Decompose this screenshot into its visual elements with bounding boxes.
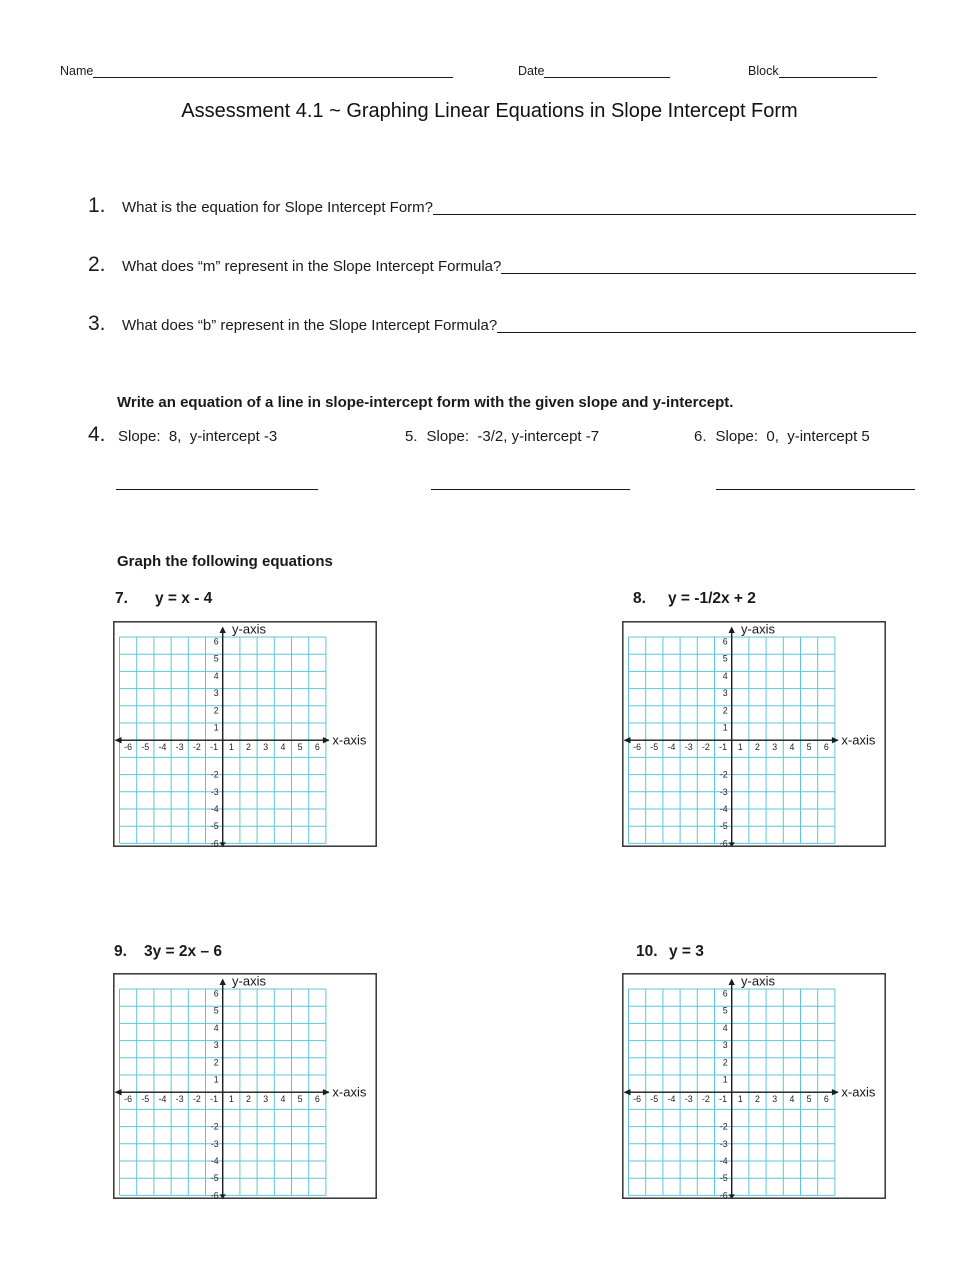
- x-tick-label: 1: [228, 742, 234, 753]
- answer-blank: [433, 214, 916, 215]
- question-2: [88, 253, 916, 277]
- x-tick-label: -3: [684, 742, 693, 753]
- x-tick-label: -5: [650, 1094, 659, 1105]
- y-tick-label: 1: [213, 1074, 219, 1085]
- y-tick-label: -2: [719, 1121, 728, 1132]
- x-tick-label: 6: [823, 1094, 829, 1105]
- date-blank-line: [544, 77, 670, 78]
- x-tick-label: 1: [737, 742, 743, 753]
- x-tick-label: 4: [789, 1094, 795, 1105]
- x-tick-label: -4: [158, 1094, 167, 1105]
- y-tick-label: -4: [719, 804, 728, 814]
- block-blank-line: [779, 77, 877, 78]
- coordinate-grid-7: [113, 621, 377, 847]
- question-3: [88, 312, 916, 336]
- write-equation-instruction: Write an equation of a line in slope-intercept form with the given slope and y-intercept.: [117, 394, 734, 411]
- x-tick-label: 4: [280, 1094, 286, 1105]
- x-tick-label: 5: [297, 1094, 303, 1105]
- y-tick-label: -3: [719, 786, 728, 797]
- name-blank-line: [93, 77, 453, 78]
- y-tick-label: -6: [719, 1190, 728, 1199]
- y-tick-label: -3: [210, 1138, 219, 1149]
- coordinate-grid-9: [113, 973, 377, 1199]
- x-axis-title: x-axis: [332, 1084, 367, 1100]
- answer-blank-6: [716, 489, 915, 490]
- answer-blank-4: [116, 489, 318, 490]
- y-tick-label: 6: [213, 988, 219, 999]
- x-tick-label: 3: [772, 742, 778, 753]
- y-tick-label: 1: [722, 1074, 728, 1085]
- name-label: Name: [60, 64, 94, 78]
- x-tick-label: 2: [755, 1094, 760, 1105]
- x-tick-label: -3: [175, 1094, 184, 1105]
- date-label: Date: [518, 64, 545, 78]
- x-tick-label: 5: [806, 742, 812, 753]
- x-tick-label: -3: [684, 1094, 693, 1105]
- x-tick-label: -1: [719, 1094, 728, 1105]
- x-tick-label: 3: [263, 1094, 269, 1105]
- x-tick-label: 5: [806, 1094, 812, 1105]
- question-text: What is the equation for Slope Intercept Form?: [122, 199, 433, 216]
- answer-blank: [497, 332, 916, 333]
- x-tick-label: 2: [755, 742, 760, 753]
- x-tick-label: -1: [719, 742, 728, 753]
- problem-5-text: Slope: -3/2, y-intercept -7: [426, 428, 600, 445]
- y-axis-title: y-axis: [232, 621, 266, 637]
- y-tick-label: 1: [722, 722, 728, 733]
- x-tick-label: -3: [175, 742, 184, 753]
- block-label: Block: [748, 64, 779, 78]
- x-tick-label: 6: [314, 1094, 320, 1105]
- x-tick-label: -6: [124, 742, 133, 753]
- coordinate-grid-svg: [622, 621, 886, 847]
- coordinate-grid-8: [622, 621, 886, 847]
- equation-7: y = x - 4: [155, 590, 213, 607]
- y-tick-label: -4: [210, 1156, 219, 1166]
- y-tick-label: 4: [722, 1022, 728, 1033]
- x-tick-label: -2: [192, 1094, 201, 1105]
- x-tick-label: 2: [246, 742, 251, 753]
- y-tick-label: 4: [722, 670, 728, 681]
- x-tick-label: 6: [314, 742, 320, 753]
- x-tick-label: 1: [228, 1094, 234, 1105]
- y-tick-label: -2: [210, 1121, 219, 1132]
- problem-6: [694, 428, 870, 445]
- coordinate-grid-svg: [113, 621, 377, 847]
- x-tick-label: -1: [210, 742, 219, 753]
- x-tick-label: -6: [633, 742, 642, 753]
- y-tick-label: -5: [719, 821, 728, 832]
- answer-blank-5: [431, 489, 630, 490]
- x-tick-label: 3: [772, 1094, 778, 1105]
- question-number-8: 8.: [633, 590, 646, 607]
- y-tick-label: 3: [722, 688, 728, 699]
- x-tick-label: 5: [297, 742, 303, 753]
- coordinate-grid-svg: [113, 973, 377, 1199]
- x-tick-label: -4: [667, 742, 676, 753]
- y-tick-label: -5: [210, 821, 219, 832]
- y-axis-title: y-axis: [741, 621, 775, 637]
- x-tick-label: -5: [650, 742, 659, 753]
- y-axis-title: y-axis: [741, 973, 775, 989]
- x-tick-label: 3: [263, 742, 269, 753]
- y-tick-label: -2: [210, 769, 219, 780]
- y-tick-label: -4: [719, 1156, 728, 1166]
- question-number: 1.: [88, 194, 106, 217]
- y-tick-label: 4: [213, 1022, 219, 1033]
- x-tick-label: -2: [192, 742, 201, 753]
- y-axis-title: y-axis: [232, 973, 266, 989]
- x-tick-label: 6: [823, 742, 829, 753]
- graph-problem-10-label: [636, 943, 704, 961]
- x-axis-title: x-axis: [841, 1084, 876, 1100]
- y-tick-label: -4: [210, 804, 219, 814]
- question-number: 2.: [88, 253, 106, 276]
- question-number-5: 5.: [405, 428, 418, 445]
- y-tick-label: 6: [213, 636, 219, 647]
- x-tick-label: -2: [701, 742, 710, 753]
- x-tick-label: -6: [633, 1094, 642, 1105]
- question-text: What does “m” represent in the Slope Intercept Formula?: [122, 258, 502, 275]
- y-tick-label: 3: [213, 1040, 219, 1051]
- coordinate-grid-10: [622, 973, 886, 1199]
- y-tick-label: 4: [213, 670, 219, 681]
- x-tick-label: 4: [789, 742, 795, 753]
- equation-10: y = 3: [669, 943, 704, 960]
- y-tick-label: 2: [213, 1057, 219, 1068]
- x-tick-label: -1: [210, 1094, 219, 1105]
- y-tick-label: -3: [719, 1138, 728, 1149]
- question-number-4: 4.: [88, 423, 106, 446]
- y-tick-label: -3: [210, 786, 219, 797]
- y-tick-label: 3: [213, 688, 219, 699]
- x-tick-label: 2: [246, 1094, 251, 1105]
- y-tick-label: 3: [722, 1040, 728, 1051]
- equation-8: y = -1/2x + 2: [668, 590, 756, 607]
- answer-blank: [501, 273, 916, 274]
- question-number-7: 7.: [115, 590, 128, 607]
- graph-problem-9-label: [114, 943, 222, 961]
- block-field: [748, 64, 877, 78]
- name-field: [60, 64, 453, 78]
- y-tick-label: -6: [210, 1190, 219, 1199]
- graph-problem-8-label: [633, 590, 756, 608]
- y-tick-label: 6: [722, 988, 728, 999]
- question-number-6: 6.: [694, 428, 707, 445]
- x-tick-label: -2: [701, 1094, 710, 1105]
- x-tick-label: 1: [737, 1094, 743, 1105]
- equation-9: 3y = 2x – 6: [144, 943, 222, 960]
- question-number-9: 9.: [114, 943, 127, 960]
- question-number-10: 10.: [636, 943, 658, 960]
- y-tick-label: -6: [719, 838, 728, 847]
- y-tick-label: 5: [213, 653, 219, 664]
- y-tick-label: 2: [722, 1057, 728, 1068]
- y-tick-label: 5: [213, 1005, 219, 1016]
- graph-problem-7-label: [115, 590, 212, 608]
- x-tick-label: -5: [141, 742, 150, 753]
- y-tick-label: 5: [722, 1005, 728, 1016]
- y-tick-label: 1: [213, 722, 219, 733]
- coordinate-grid-svg: [622, 973, 886, 1199]
- x-tick-label: -5: [141, 1094, 150, 1105]
- x-tick-label: 4: [280, 742, 286, 753]
- problem-6-text: Slope: 0, y-intercept 5: [715, 428, 870, 445]
- date-field: [518, 64, 670, 78]
- page-title: Assessment 4.1 ~ Graphing Linear Equations in Slope Intercept Form: [181, 100, 798, 122]
- y-tick-label: 5: [722, 653, 728, 664]
- y-tick-label: 2: [213, 705, 219, 716]
- y-tick-label: -5: [210, 1173, 219, 1184]
- x-tick-label: -4: [667, 1094, 676, 1105]
- y-tick-label: 6: [722, 636, 728, 647]
- y-tick-label: -5: [719, 1173, 728, 1184]
- question-text: What does “b” represent in the Slope Intercept Formula?: [122, 317, 498, 334]
- y-tick-label: -6: [210, 838, 219, 847]
- x-tick-label: -4: [158, 742, 167, 753]
- x-axis-title: x-axis: [332, 732, 367, 748]
- problem-4-text: Slope: 8, y-intercept -3: [118, 428, 278, 445]
- problem-5: [405, 428, 599, 445]
- question-1: [88, 194, 916, 218]
- question-number: 3.: [88, 312, 106, 335]
- x-tick-label: -6: [124, 1094, 133, 1105]
- graph-section-heading: Graph the following equations: [117, 553, 333, 570]
- y-tick-label: -2: [719, 769, 728, 780]
- y-tick-label: 2: [722, 705, 728, 716]
- x-axis-title: x-axis: [841, 732, 876, 748]
